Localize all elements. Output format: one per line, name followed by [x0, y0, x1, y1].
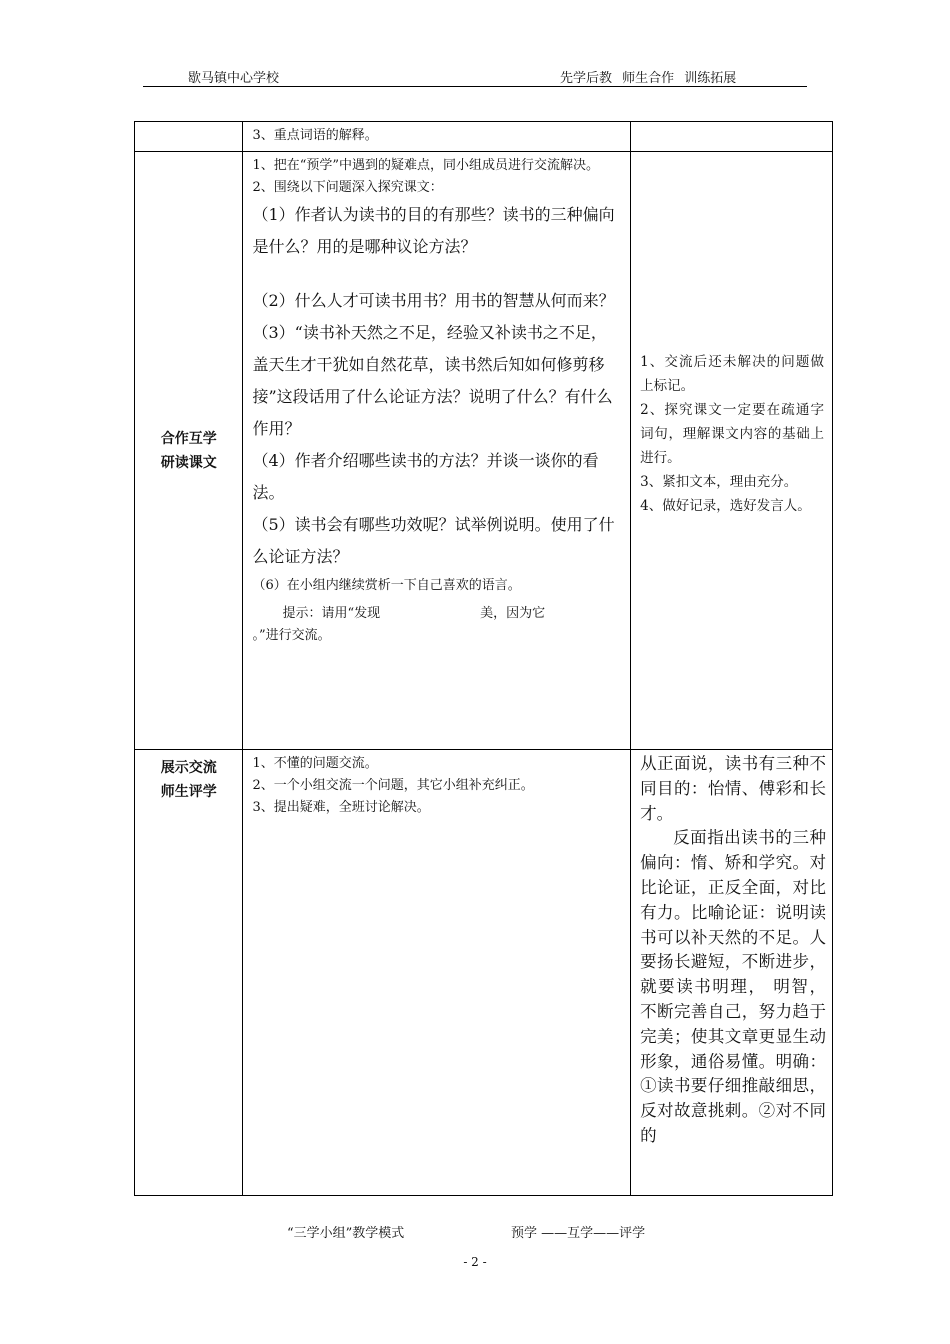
note-4: 4、做好记录，选好发言人。 — [640, 498, 811, 514]
table-row — [135, 750, 833, 1196]
row3-answer-cell — [631, 750, 833, 1196]
note-2: 2、探究课文一定要在疏通字词句，理解课文内容的基础上进行。 — [640, 402, 824, 466]
header-motto: 先学后教 师生合作 训练拓展 — [560, 71, 737, 86]
hint-part-a: 提示：请用“发现 — [282, 606, 381, 621]
lesson-table — [134, 121, 833, 1196]
note-3: 3、紧扣文本，理由充分。 — [640, 474, 798, 490]
question-2: （2）什么人才可读书用书？用书的智慧从何而来？ — [252, 291, 615, 310]
row2-label-line2: 研读课文 — [160, 454, 217, 471]
question-4: （4）作者介绍哪些读书的方法？并谈一谈你的看法。 — [252, 451, 599, 502]
row1-label-cell — [135, 122, 243, 152]
row3-label-line2: 师生评学 — [160, 784, 217, 800]
row3-content-cell — [243, 750, 631, 1196]
table-row — [135, 122, 833, 152]
hint-end: 。”进行交流。 — [252, 628, 331, 643]
row1-item: 3、重点词语的解释。 — [252, 128, 378, 143]
hint-part-b: 美，因为它 — [480, 606, 546, 621]
row1-notes-cell — [631, 122, 833, 152]
question-3: （3）“读书补天然之不足，经验又补读书之不足，盖天生才干犹如自然花草，读书然后知如何修剪移接”这段话用了什么论证方法？说明了什么？有什么作用？ — [252, 323, 613, 438]
answer-part-2: 反面指出读书的三种偏向：惰、矫和学究。对比论证，正反全面，对比有力。比喻论证：说明读书可以补天然的不足。人要扬长避短，不断进步，就要读书明理， 明智，不断完善自己，努力趋于完美；使其文章更显生动形象，通俗易懂。明确：①读书要仔细推敲细思，反对故意挑刺。②对不同的 — [640, 828, 826, 1145]
row3-label-cell — [135, 750, 243, 1196]
row3-label-line1: 展示交流 — [160, 760, 217, 776]
row2-notes-cell — [631, 152, 833, 750]
row2-intro2: 2、围绕以下问题深入探究课文： — [252, 180, 443, 195]
question-5: （5）读书会有哪些功效呢？试举例说明。使用了什么论证方法？ — [252, 515, 615, 566]
header-school: 歇马镇中心学校 — [188, 71, 280, 86]
row1-content-cell — [243, 122, 631, 152]
row3-item-2: 2、一个小组交流一个问题，其它小组补充纠正。 — [252, 778, 534, 793]
footer-flow: 预学 ——互学——评学 — [511, 1226, 646, 1241]
row3-item-3: 3、提出疑难，全班讨论解决。 — [252, 800, 430, 815]
row3-item-1: 1、不懂的问题交流。 — [252, 756, 378, 771]
row2-label-cell — [135, 152, 243, 750]
question-1: （1）作者认为读书的目的有那些？读书的三种偏向是什么？用的是哪种议论方法？ — [252, 205, 615, 256]
answer-part-1: 从正面说，读书有三种不同目的：怡情、傅彩和长才。 — [640, 754, 826, 823]
row2-content-cell — [243, 152, 631, 750]
header-rule — [143, 86, 807, 87]
question-6: （6）在小组内继续赏析一下自己喜欢的语言。 — [252, 578, 521, 593]
page-number: - 2 - — [463, 1255, 487, 1269]
hint-text — [252, 603, 622, 625]
row2-intro1: 1、把在“预学”中遇到的疑难点，同小组成员进行交流解决。 — [252, 158, 600, 173]
footer-mode: “三学小组”教学模式 — [287, 1226, 405, 1241]
table-row — [135, 152, 833, 750]
row2-label-line1: 合作互学 — [160, 430, 217, 447]
note-1: 1、交流后还未解决的问题做上标记。 — [640, 354, 824, 394]
